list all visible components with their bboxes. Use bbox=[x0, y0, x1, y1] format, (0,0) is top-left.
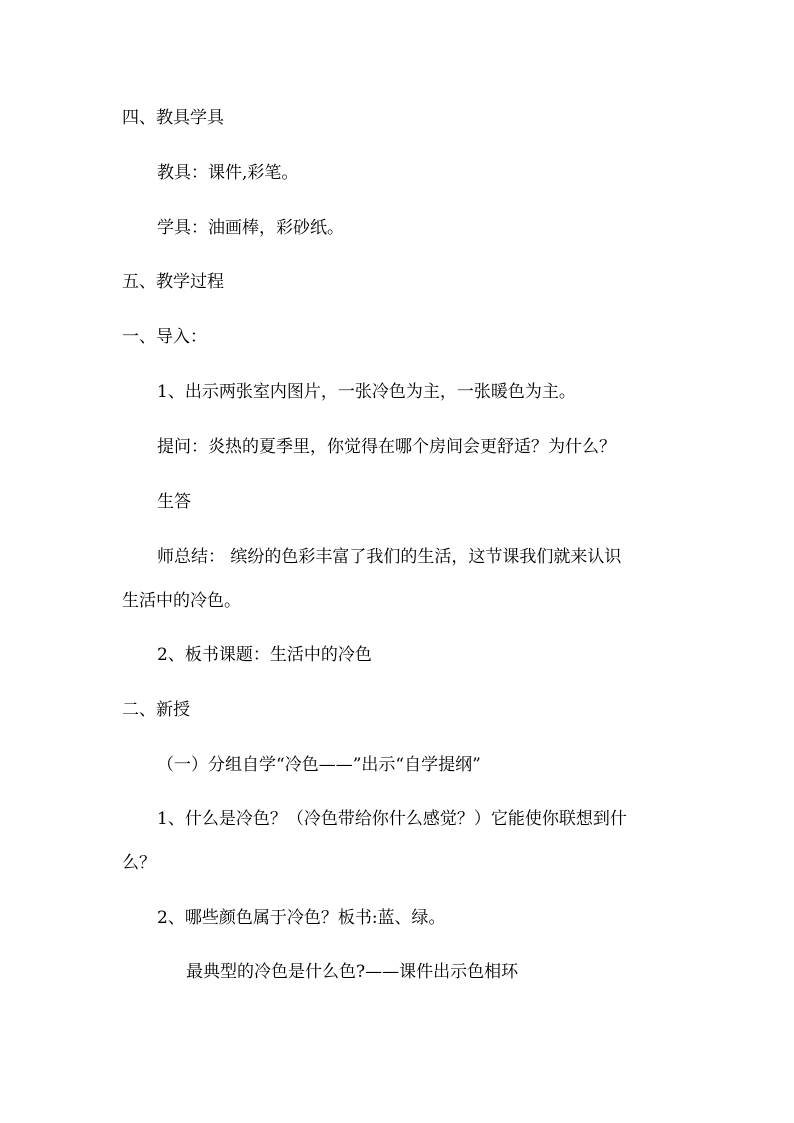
study-question-2: 2、哪些颜色属于冷色？板书:蓝、绿。 bbox=[157, 908, 446, 928]
teacher-tools-text: 教具：课件,彩笔。 bbox=[157, 163, 299, 183]
teacher-summary-line-2: 生活中的冷色。 bbox=[122, 591, 241, 611]
study-question-1-line-2: 么？ bbox=[122, 853, 156, 873]
study-question-3: 最典型的冷色是什么色?——课件出示色相环 bbox=[186, 962, 519, 982]
section-heading-teaching-process: 五、教学过程 bbox=[122, 272, 224, 292]
intro-item-1: 1、出示两张室内图片，一张冷色为主，一张暖色为主。 bbox=[157, 382, 576, 402]
student-tools-text: 学具：油画棒，彩砂纸。 bbox=[157, 218, 344, 238]
part-heading-introduction: 一、导入： bbox=[122, 327, 207, 347]
study-question-1-line-1: 1、什么是冷色？（冷色带给你什么感觉？）它能使你联想到什 bbox=[157, 809, 627, 829]
subpart-heading-self-study: （一）分组自学“冷色——”出示“自学提纲” bbox=[157, 755, 481, 775]
part-heading-new-lesson: 二、新授 bbox=[122, 700, 190, 720]
section-heading-teaching-tools: 四、教具学具 bbox=[122, 108, 224, 128]
intro-question: 提问：炎热的夏季里，你觉得在哪个房间会更舒适？为什么？ bbox=[157, 437, 616, 457]
student-answer: 生答 bbox=[157, 492, 191, 512]
teacher-summary-line-1: 师总结： 缤纷的色彩丰富了我们的生活，这节课我们就来认识 bbox=[157, 547, 622, 567]
intro-item-2: 2、板书课题：生活中的冷色 bbox=[157, 645, 372, 665]
